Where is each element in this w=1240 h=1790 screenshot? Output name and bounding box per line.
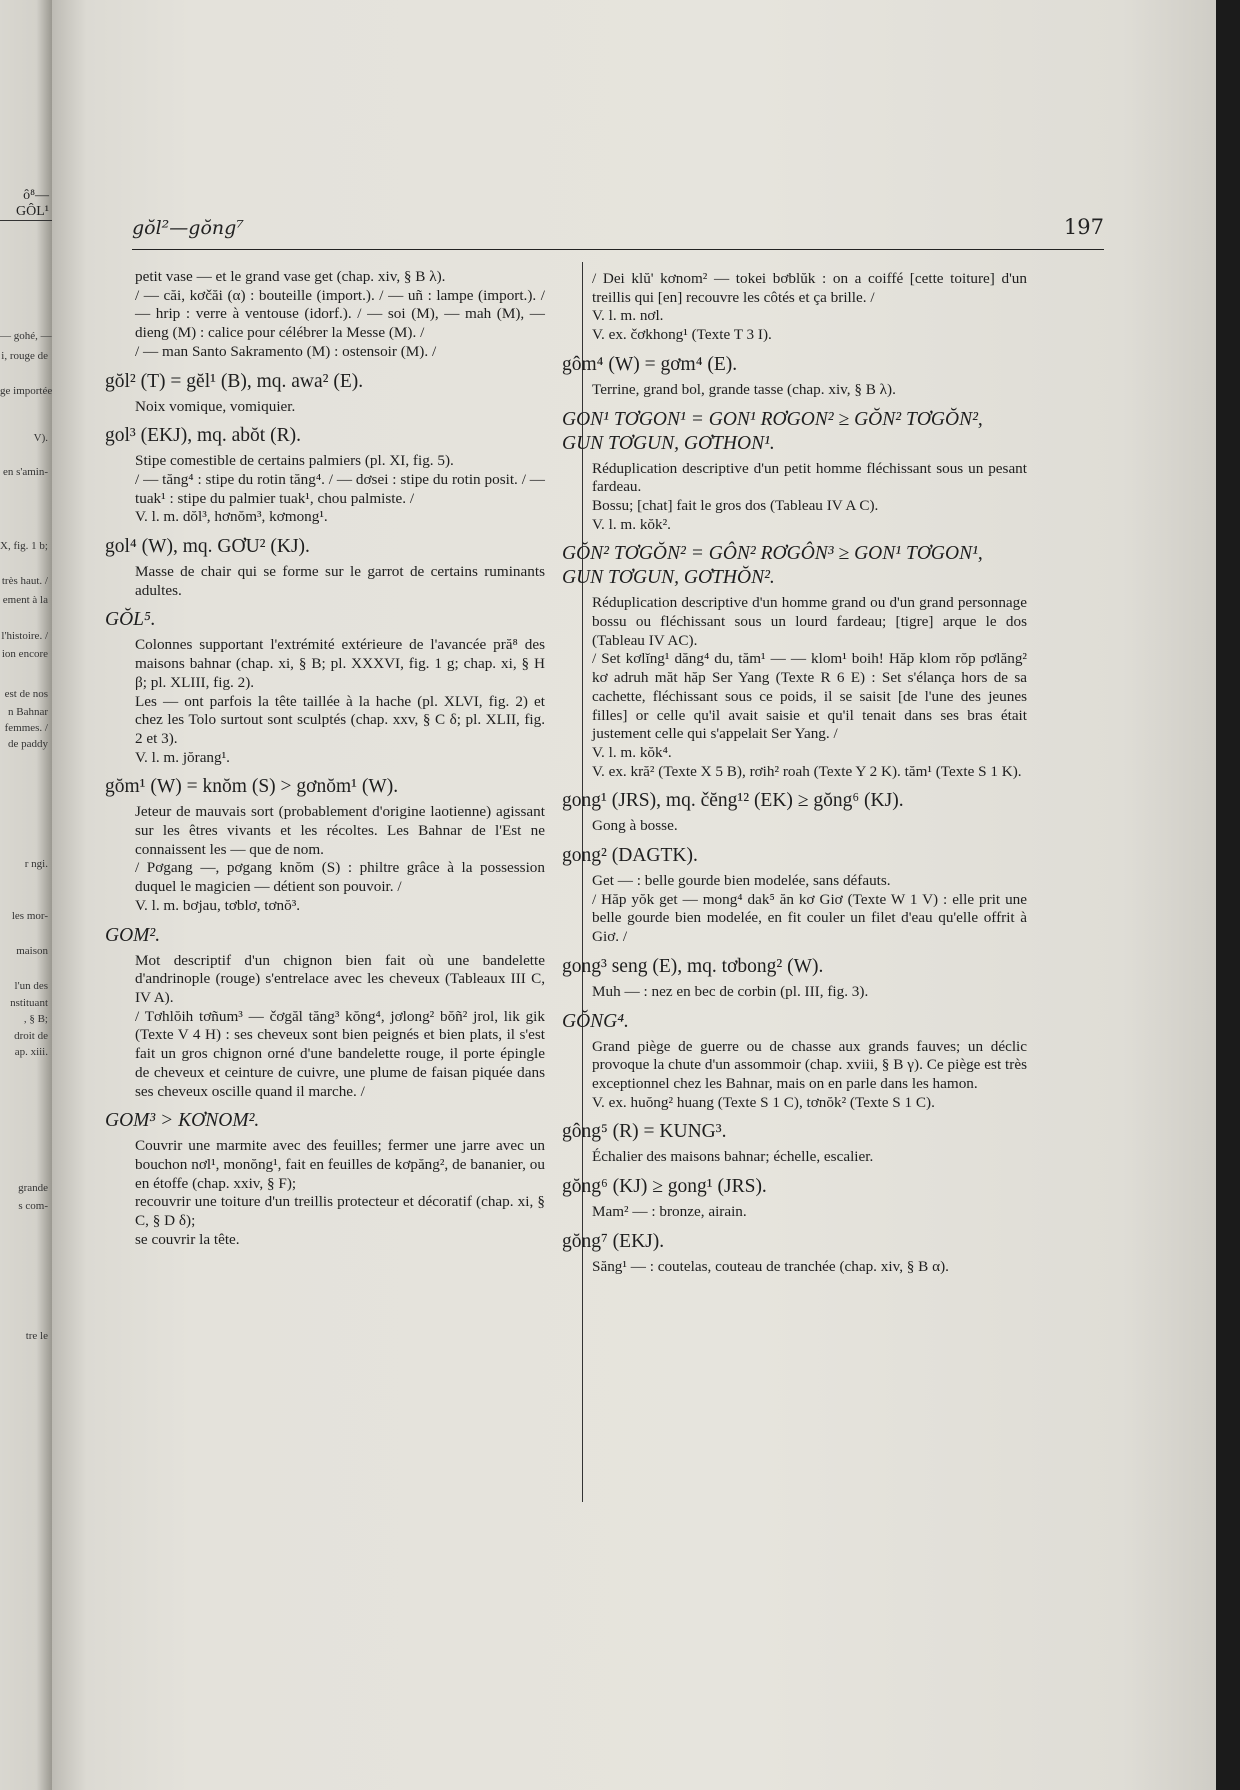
- definition-line: V. l. m. nơl.: [592, 307, 664, 325]
- facing-page-fragment: tre le: [25, 1330, 48, 1342]
- facing-page-header: ô⁸—GÔL¹: [0, 188, 52, 221]
- entry-headword: GON¹ TƠGON¹ = GON¹ RƠGON² ≥ GŎN² TƠGŎN², GUN TƠGUN, GƠTHON¹.: [562, 408, 983, 454]
- entry-definition: [135, 636, 545, 767]
- entry-headword: gŏl² (T) = gĕl¹ (B), mq. awa² (E).: [105, 370, 364, 392]
- dictionary-entry: [562, 353, 1027, 400]
- entry-headword: gông⁵ (R) = KUNG³.: [562, 1121, 727, 1143]
- dictionary-entry: [105, 424, 545, 527]
- definition-line: V. l. m. jŏrang¹.: [135, 748, 230, 766]
- facing-page-fragment: ge importée: [0, 385, 52, 397]
- entry-headword: gong¹ (JRS), mq. čĕng¹² (EK) ≥ gŏng⁶ (KJ).: [562, 790, 904, 812]
- dictionary-entry: [105, 775, 545, 915]
- facing-page-fragment: i, rouge de: [1, 350, 48, 362]
- definition-line: Bossu; [chat] fait le gros dos (Tableau IV A C).: [592, 496, 879, 514]
- page-header: [132, 215, 1104, 250]
- dictionary-entry: [105, 1109, 545, 1249]
- facing-page-fragment: droit de: [14, 1030, 48, 1042]
- definition-line: V. l. m. bơjau, tơblơ, tơnŏ³.: [135, 896, 301, 914]
- definition-line: V. ex. čơkhong¹ (Texte T 3 I).: [592, 326, 772, 344]
- entry-definition: [135, 1137, 545, 1249]
- facing-page-fragment: n Bahnar: [7, 706, 48, 718]
- dictionary-entry: [562, 844, 1027, 947]
- facing-page-fragment: grande: [18, 1182, 48, 1194]
- definition-line: Échalier des maisons bahnar; échelle, escalier.: [592, 1148, 874, 1166]
- definition-line: se couvrir la tête.: [135, 1230, 240, 1248]
- definition-line: V. ex. kră² (Texte X 5 B), rơih² roah (Texte Y 2 K). tăm¹ (Texte S 1 K).: [592, 762, 1022, 780]
- definition-line: / Set kơlĭng¹ dăng⁴ du, tăm¹ — — klom¹ boih! Hăp klom rŏp pơlăng² kơ adruh măt hăp Ser Yang (Texte R 6 E) : Set s'élança hors de sa cachette, fléchissant sous ce poids, il se saisit [de l'une des jeunes filles] or celle qu'il avait saisie et qu'il tenait dans ses bras était justement celle qui s'appelait Ser Yang. /: [592, 650, 1027, 743]
- definition-line: / — man Santo Sakramento (M) : ostensoir (M). /: [135, 342, 437, 360]
- left-column: [105, 268, 545, 1257]
- definition-line: recouvrir une toiture d'un treillis protecteur et décoratif (chap. xi, § C, § D δ);: [135, 1193, 545, 1230]
- facing-page-fragment: maison: [16, 945, 48, 957]
- entry-headword: gong³ seng (E), mq. tơbong² (W).: [562, 955, 824, 977]
- facing-page-fragment: très haut. /: [1, 575, 48, 587]
- definition-line: Get — : belle gourde bien modelée, sans défauts.: [592, 872, 891, 890]
- entry-headword: GŎL⁵.: [105, 609, 156, 631]
- facing-page-fragment: l'un des: [14, 980, 48, 992]
- dictionary-entry: [562, 955, 1027, 1002]
- dictionary-entry: [105, 535, 545, 600]
- definition-line: / Pơgang —, pơgang knŏm (S) : philtre grâce à la possession duquel le magicien — détient son pouvoir. /: [135, 859, 545, 896]
- definition-line: petit vase — et le grand vase get (chap. xiv, § B λ).: [135, 268, 446, 285]
- dictionary-entry: [105, 370, 545, 417]
- running-head: gŏl²—gŏng⁷: [132, 217, 244, 239]
- definition-line: / Dei klŭ' kơnom² — tokei bơblŭk : on a coiffé [cette toiture] d'un treillis qui [en] recouvre les côtés et ça brille. /: [592, 270, 1027, 306]
- facing-page-fragment: ement à la: [2, 594, 48, 606]
- page-number: 197: [1063, 215, 1104, 239]
- facing-page-fragment: , § B;: [23, 1013, 48, 1025]
- definition-line: V. ex. huŏng² huang (Texte S 1 C), tơnŏk² (Texte S 1 C).: [592, 1093, 935, 1111]
- entry-definition: [592, 270, 1027, 345]
- facing-page-fragment: ion encore: [1, 648, 48, 660]
- entry-headword: gol³ (EKJ), mq. abŏt (R).: [105, 425, 301, 447]
- definition-line: Masse de chair qui se forme sur le garrot de certains ruminants adultes.: [135, 563, 545, 599]
- facing-page-fragment: est de nos: [4, 688, 48, 700]
- facing-page-fragment: X, fig. 1 b;: [0, 540, 48, 552]
- entry-headword: GOM³ > KƠNOM².: [105, 1110, 260, 1132]
- definition-line: Réduplication descriptive d'un petit homme fléchissant sous un pesant fardeau.: [592, 459, 1027, 496]
- dictionary-entry: [562, 1010, 1027, 1113]
- entry-definition: [135, 952, 545, 1102]
- entry-headword: gŏng⁶ (KJ) ≥ gong¹ (JRS).: [562, 1176, 767, 1198]
- entry-definition: [592, 817, 1027, 836]
- definition-line: Couvrir une marmite avec des feuilles; fermer une jarre avec un bouchon nơl¹, monŏng¹, fait en feuilles de kơpăng², de bananier, ou en étoffe (chap. xxiv, § F);: [135, 1137, 545, 1192]
- entry-definition: [592, 460, 1027, 535]
- entry-definition: [592, 983, 1027, 1002]
- entry-definition: [135, 563, 545, 600]
- facing-page-fragment: femmes. /: [4, 722, 48, 734]
- entry-definition: [135, 452, 545, 527]
- entry-headword: gôm⁴ (W) = gơm⁴ (E).: [562, 353, 738, 375]
- facing-page-edge: [0, 0, 52, 1790]
- right-column: [562, 270, 1027, 1285]
- facing-page-fragment: en s'amin-: [2, 466, 48, 478]
- dictionary-entry: [562, 1175, 1027, 1222]
- definition-line: Réduplication descriptive d'un homme grand ou d'un grand personnage bossu ou fléchissant sous un lourd fardeau; [tigre] arque le dos (Tableau IV AC).: [592, 594, 1027, 649]
- facing-page-fragment: s com-: [18, 1200, 48, 1212]
- definition-line: Grand piège de guerre ou de chasse aux grands fauves; un déclic provoque la chute d'un assommoir (chap. xviii, § B γ). Ce piège est très exceptionnel chez les Bahnar, mais on en parle dans les hamon.: [592, 1037, 1027, 1092]
- dictionary-entry: [105, 924, 545, 1102]
- definition-line: Mam² — : bronze, airain.: [592, 1203, 747, 1221]
- definition-line: Săng¹ — : coutelas, couteau de tranchée (chap. xiv, § B α).: [592, 1257, 949, 1275]
- definition-line: / — tăng⁴ : stipe du rotin tăng⁴. / — dơsei : stipe du rotin posit. / — tuak¹ : stipe du palmier tuak¹, chou palmiste. /: [135, 470, 545, 507]
- entry-definition: [135, 268, 545, 362]
- dictionary-entry: [105, 268, 545, 362]
- entry-headword: gŏng⁷ (EKJ).: [562, 1230, 665, 1252]
- definition-line: Gong à bosse.: [592, 817, 678, 835]
- dictionary-entry: [562, 408, 1027, 535]
- definition-line: Colonnes supportant l'extrémité extérieure de l'avancée pră⁸ des maisons bahnar (chap. xi, § B; pl. XXXVI, fig. 1 g; chap. xi, § H β; pl. XLIII, fig. 2).: [135, 636, 545, 691]
- facing-page-fragment: V).: [33, 432, 48, 444]
- entry-headword: GOM².: [105, 924, 161, 946]
- definition-line: V. l. m. dŏl³, hơnŏm³, kơmong¹.: [135, 508, 328, 526]
- dictionary-entry: [562, 789, 1027, 836]
- dictionary-entry: [562, 1230, 1027, 1277]
- entry-definition: [135, 803, 545, 915]
- dictionary-entry: [562, 270, 1027, 345]
- facing-page-fragment: r ngi.: [24, 858, 48, 870]
- entry-definition: [592, 1148, 1027, 1167]
- entry-definition: [592, 381, 1027, 400]
- definition-line: / Tơhlŏih tơñum³ — čơgăl tăng³ kŏng⁴, jơlong² bŏñ² jrol, lik gik (Texte V 4 H) : ses cheveux sont bien peignés et bien plats, il s'est fait un gros chignon orné d'une bandelette rouge, il porte épingle de cheveux et ceinture de cuivre, une plume de faisan piquée dans ses cheveux oscille quand il marche. /: [135, 1007, 545, 1100]
- dictionary-entry: [562, 1120, 1027, 1167]
- entry-headword: GŎNG⁴.: [562, 1010, 629, 1032]
- definition-line: Stipe comestible de certains palmiers (pl. XI, fig. 5).: [135, 452, 454, 470]
- definition-line: Jeteur de mauvais sort (probablement d'origine laotienne) agissant sur les êtres vivants et les récoltes. Les Bahnar de l'Est ne connaissent les — que de nom.: [135, 803, 545, 858]
- dictionary-entry: [105, 608, 545, 767]
- definition-line: / Hăp yŏk get — mong⁴ dak⁵ ăn kơ Giơ (Texte W 1 V) : elle prit une belle gourde bien modelée, en fit couler un filet d'eau qu'elle offrit à Giơ. /: [592, 890, 1027, 946]
- definition-line: V. l. m. kŏk².: [592, 515, 671, 533]
- definition-line: V. l. m. kŏk⁴.: [592, 743, 672, 761]
- entry-headword: gol⁴ (W), mq. GƠU² (KJ).: [105, 536, 310, 558]
- facing-page-fragment: nstituant: [10, 997, 48, 1009]
- facing-page-fragment: de paddy: [7, 738, 48, 750]
- entry-definition: [592, 1203, 1027, 1222]
- entry-definition: [592, 594, 1027, 781]
- facing-page-fragment: — gohé, —: [0, 330, 52, 342]
- definition-line: Terrine, grand bol, grande tasse (chap. xiv, § B λ).: [592, 380, 896, 398]
- definition-line: Muh — : nez en bec de corbin (pl. III, fig. 3).: [592, 982, 869, 1000]
- entry-definition: [135, 398, 545, 417]
- definition-line: Mot descriptif d'un chignon bien fait où une bandelette d'andrinople (rouge) s'entrelace avec les cheveux (Tableaux III C, IV A).: [135, 951, 545, 1006]
- definition-line: Les — ont parfois la tête taillée à la hache (pl. XLVI, fig. 2) et chez les Tolo surtout sont sculptés (chap. xxv, § C δ; pl. XLII, fig. 2 et 3).: [135, 692, 545, 747]
- entry-headword: gong² (DAGTK).: [562, 845, 698, 867]
- entry-definition: [592, 872, 1027, 947]
- entry-headword: GŎN² TƠGŎN² = GÔN² RƠGÔN³ ≥ GON¹ TƠGON¹, GUN TƠGUN, GƠTHŎN².: [562, 543, 983, 589]
- entry-definition: [592, 1038, 1027, 1113]
- entry-headword: gŏm¹ (W) = knŏm (S) > gơnŏm¹ (W).: [105, 776, 399, 798]
- facing-page-fragment: l'histoire. /: [1, 630, 48, 642]
- facing-page-fragment: les mor-: [11, 910, 48, 922]
- facing-page-fragment: ap. xiii.: [14, 1046, 48, 1058]
- definition-line: / — căi, kơčăi (α) : bouteille (import.). / — uñ : lampe (import.). / — hrip : verre à ventouse (idorf.). / — soi (M), — mah (M), — dieng (M) : calice pour célébrer la Messe (M). /: [135, 286, 545, 342]
- definition-line: Noix vomique, vomiquier.: [135, 397, 296, 415]
- dictionary-entry: [562, 542, 1027, 781]
- entry-definition: [592, 1258, 1027, 1277]
